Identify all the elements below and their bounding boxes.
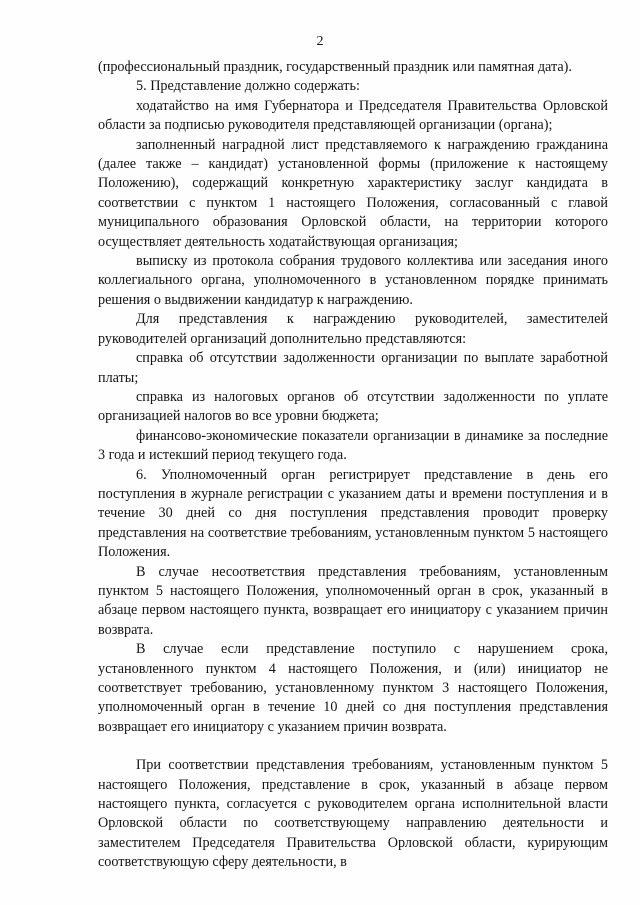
paragraph: В случае несоответствия представления требованиям, установленным пунктом 5 настоящего Положения, уполномоченный орган в срок, указанный в абзаце первом настоящего пункта, возвращает его инициатору с указанием причин возврата. (98, 563, 608, 638)
paragraph: 5. Представление должно содержать: (136, 78, 360, 95)
document-body (98, 58, 608, 873)
paragraph: справка об отсутствии задолженности организации по выплате заработной платы; (98, 350, 608, 386)
paragraph: Для представления к награждению руководителей, заместителей руководителей организаций дополнительно представляются: (98, 311, 608, 347)
paragraph: При соответствии представления требованиям, установленным пунктом 5 настоящего Положения, представление в срок, указанный в абзаце первом настоящего пункта, согласуется с руководителем органа исполнительной власти Орловской области по соответствующему направлению деятельности и заместителем Председателя Правительства Орловской области, курирующим соответствующую сферу деятельности, в (98, 757, 608, 871)
paragraph: заполненный наградной лист представляемого к награждению гражданина (далее также – кандидат) установленной формы (приложение к настоящему Положению), содержащий конкретную характеристику заслуг кандидата в соответствии с пунктом 1 настоящего Положения, согласованный с главой муниципального образования Орловской области, на территории которого осуществляет деятельность ходатайствующая организация; (98, 136, 608, 250)
paragraph: выписку из протокола собрания трудового коллектива или заседания иного коллегиального органа, уполномоченного в установленном порядке принимать решения о выдвижении кандидатур к награждению. (98, 253, 608, 308)
paragraph: справка из налоговых органов об отсутствии задолженности по уплате организацией налогов во все уровни бюджета; (98, 388, 608, 425)
paragraph: В случае если представление поступило с нарушением срока, установленного пунктом 4 настоящего Положения, и (или) инициатор не соответствует требованию, установленному пунктом 3 настоящего Положения, уполномоченный орган в течение 10 дней со дня поступления представления возвращает его инициатору с указанием причин возврата. (98, 641, 608, 735)
paragraph: 6. Уполномоченный орган регистрирует представление в день его поступления в журнале регистрации с указанием даты и времени поступления и в течение 30 дней со дня поступления представления проводит проверку представления на соответствие требованиям, установленным пунктом 5 настоящего Положения. (98, 466, 608, 561)
paragraph: (профессиональный праздник, государственный праздник или памятная дата). (98, 59, 572, 75)
page-number: 2 (316, 34, 324, 49)
paragraph: финансово-экономические показатели организации в динамике за последние 3 года и истекший период текущего года. (98, 427, 608, 464)
paragraph: ходатайство на имя Губернатора и Председателя Правительства Орловской области за подписью руководителя представляющей организации (органа); (98, 97, 608, 134)
